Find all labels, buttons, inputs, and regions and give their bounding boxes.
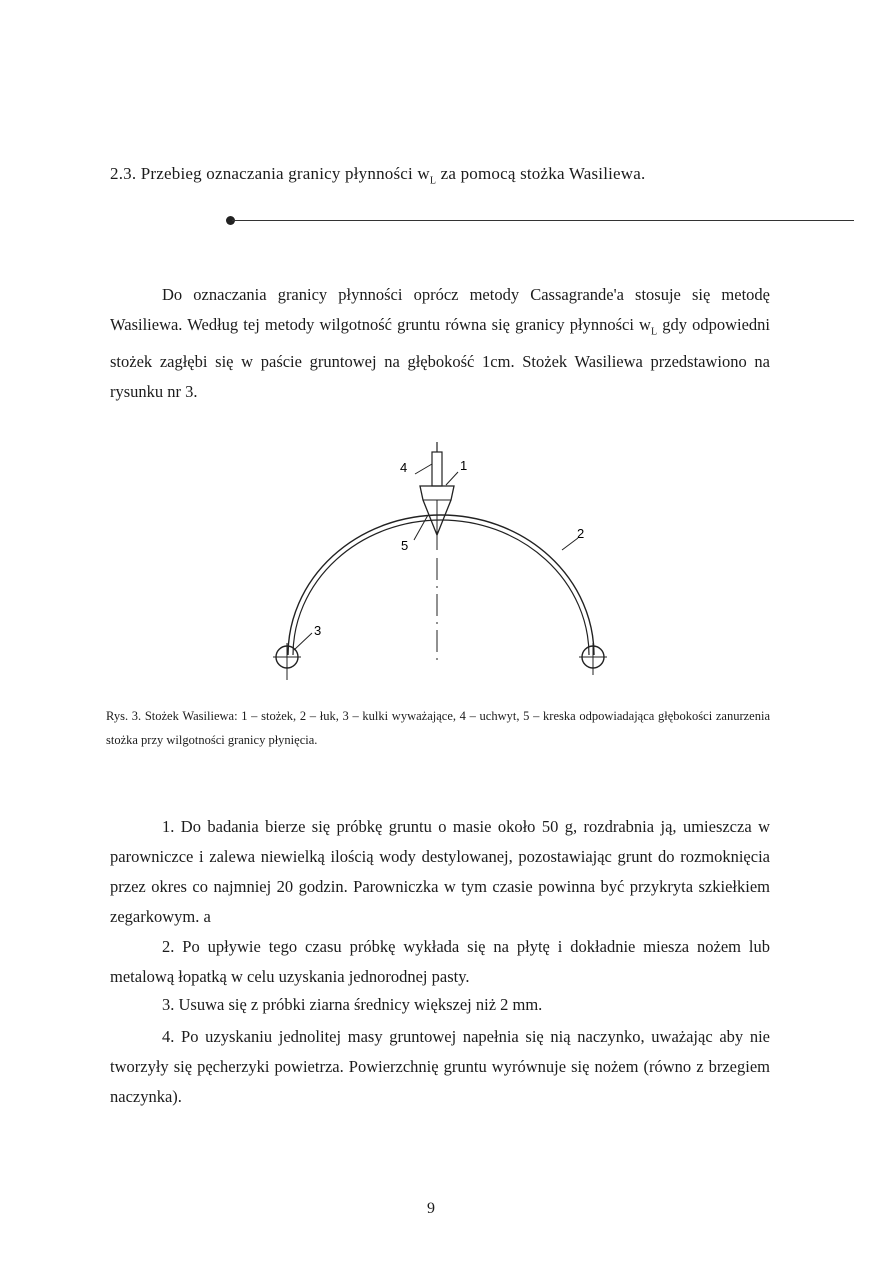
intro-paragraph xyxy=(110,280,770,407)
section-title-end: za pomocą stożka Wasiliewa. xyxy=(436,164,646,183)
intro-text-1: Do oznaczania granicy płynności oprócz metody Cassagrande'a stosuje się metodę Wasiliewa. Według tej metody wilgotność gruntu równa się granicy płynności w xyxy=(110,285,770,334)
label-5: 5 xyxy=(401,538,409,553)
section-heading xyxy=(110,164,645,186)
step-1: 1. Do badania bierze się próbkę gruntu o masie około 50 g, rozdrabnia ją, umieszcza w parowniczce i zalewa niewielką ilością wody destylowanej, pozostawiając grunt do rozmoknięcia przez okres co najmniej 20 godzin. Parowniczka w tym czasie powinna być przykryta szkiełkiem zegarkowym. a xyxy=(110,817,770,926)
label-3: 3 xyxy=(314,623,322,638)
handle xyxy=(432,452,442,486)
arc-inner xyxy=(293,520,589,655)
intro-text-2: gdy odpowiedni stożek zagłębi się w paście gruntowej na głębokość 1cm. Stożek Wasiliewa przedstawiono na rysunku nr 3. xyxy=(110,315,770,402)
intro-subscript: L xyxy=(650,326,658,338)
step-4: 4. Po uzyskaniu jednolitej masy gruntowej napełnia się nią naczynko, uważając aby nie tworzyły się pęcherzyki powietrza. Powierzchnię gruntu wyrównuje się nożem (równo z brzegiem naczynka). xyxy=(110,1027,770,1106)
section-number: 2.3. xyxy=(110,164,137,183)
arc xyxy=(288,515,594,655)
page-number: 9 xyxy=(427,1200,435,1217)
label-4: 4 xyxy=(400,460,408,475)
section-title: Przebieg oznaczania granicy płynności w xyxy=(140,164,430,183)
figure-caption: Rys. 3. Stożek Wasiliewa: 1 – stożek, 2 – łuk, 3 – kulki wyważające, 4 – uchwyt, 5 – kreska odpowiadająca głębokości zanurzenia stożka przy wilgotności granicy płynięcia. xyxy=(106,709,770,747)
label-1: 1 xyxy=(460,458,468,473)
step-2: 2. Po upływie tego czasu próbkę wykłada się na płytę i dokładnie miesza nożem lub metalową łopatką w celu uzyskania jednorodnej pasty. xyxy=(110,937,770,986)
vasiliev-cone-figure xyxy=(260,440,620,690)
divider-line xyxy=(232,220,854,221)
section-title-subscript: L xyxy=(429,175,437,187)
step-3: 3. Usuwa się z próbki ziarna średnicy większej niż 2 mm. xyxy=(162,995,543,1014)
label-2: 2 xyxy=(577,526,585,541)
